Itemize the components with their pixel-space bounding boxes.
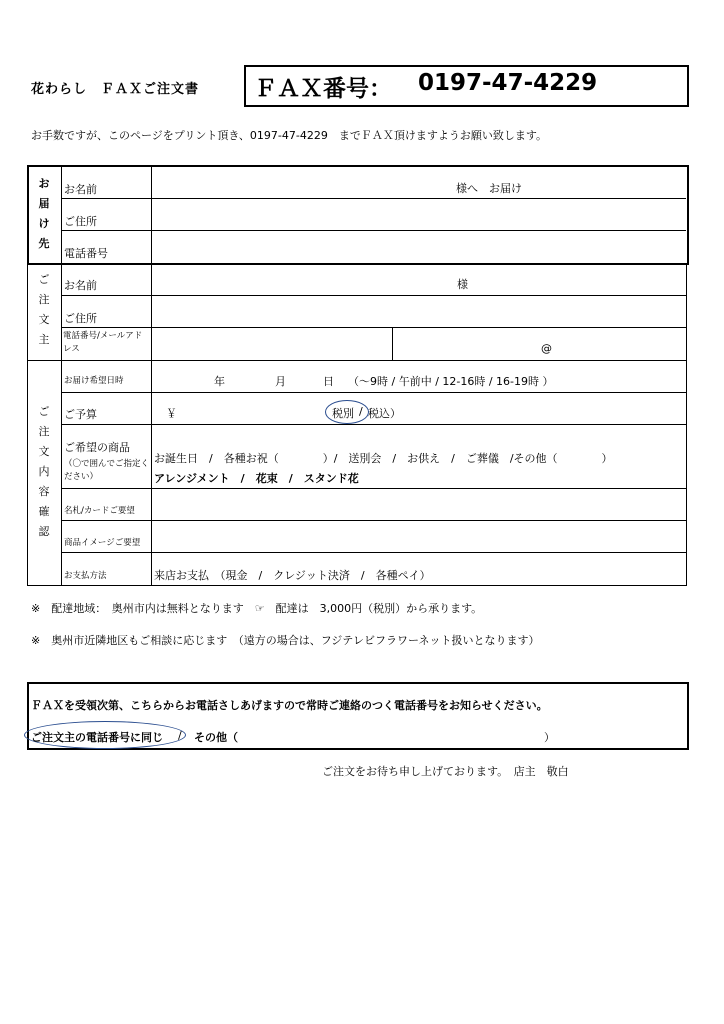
orderer-name-suffix: 様 [457,278,468,291]
payment-label: お支払方法 [64,571,107,581]
intro-text: お手数ですが、このページをプリント頂き、0197-47-4229 までＦＡＸ頂けますようお願い致します。 [31,129,547,142]
delivery-name-field[interactable] [153,167,453,197]
orderer-name-label: お名前 [64,279,97,292]
orderer-address-label: ご住所 [64,312,97,325]
orderer-contact-label: 電話番号/メールアドレス [63,331,143,354]
tax-separator: / [359,405,363,418]
callback-instruction: ＦＡＸを受領次第、こちらからお電話さしあげますので常時ご連絡のつく電話番号をお知らせください。 [31,699,548,712]
delivery-name-label: お名前 [64,183,97,196]
fax-label: ＦＡＸ番号： [254,76,392,102]
product-options: アレンジメント / 花束 / スタンド花 [154,472,359,485]
orderer-phone-field[interactable] [153,329,391,359]
delivery-phone-field[interactable] [153,232,683,261]
purpose-options: お誕生日 / 各種お祝（ ）/ 送別会 / お供え / ご葬儀 /その他（ ） [154,452,613,465]
callback-slash: / [178,729,182,742]
closing-text: ご注文をお待ち申し上げております。 店主 敬白 [322,765,569,778]
orderer-email-field[interactable] [394,329,684,359]
confirm-section-label: ご 注 文 内 容 確 認 [38,405,50,538]
same-as-orderer[interactable]: ご注文主の電話番号に同じ [31,731,163,744]
delivery-address-label: ご住所 [64,215,97,228]
shop-title: 花わらし ＦＡＸご注文書 [31,82,200,97]
product-hint: （〇で囲んでご指定ください） [64,459,150,482]
image-field[interactable] [153,522,683,551]
delivery-phone-label: 電話番号 [64,247,108,260]
image-label: 商品イメージご要望 [64,538,141,548]
email-at-mark: @ [541,342,552,355]
callback-other-close: ） [544,731,555,744]
date-year: 年 [214,375,225,388]
orderer-section-label: ご 注 文 主 [38,273,50,346]
delivery-address-field[interactable] [153,200,683,229]
note-delivery-area: ※ 配達地域： 奥州市内は無料となります ☞ 配達は 3,000円（税別）から承ります。 [31,602,483,615]
card-field[interactable] [153,490,683,519]
date-day: 日 [323,375,334,388]
time-options: （～9時 / 午前中 / 12-16時 / 16-19時 ） [348,375,554,388]
budget-label: ご予算 [64,408,97,421]
note-nearby: ※ 奥州市近隣地区もご相談に応じます （遠方の場合は、フジテレビフラワーネット扱いとなります） [31,634,540,647]
card-label: 名札/カードご要望 [64,506,135,516]
fax-number: 0197-47-4229 [418,70,598,96]
delivery-name-suffix: 様へ お届け [456,182,522,195]
tax-excluded: 税別 [332,407,354,420]
product-label: ご希望の商品 [64,441,130,454]
delivery-section-label: お 届 け 先 [38,177,50,250]
tax-included: 税込） [368,407,401,420]
yen-sign: ￥ [166,407,177,420]
date-label: お届け希望日時 [64,376,124,386]
payment-options: 来店お支払 （現金 / クレジット決済 / 各種ペイ） [154,569,431,582]
callback-other[interactable]: その他（ [194,731,238,744]
date-month: 月 [275,375,286,388]
fax-number-box [244,65,689,107]
